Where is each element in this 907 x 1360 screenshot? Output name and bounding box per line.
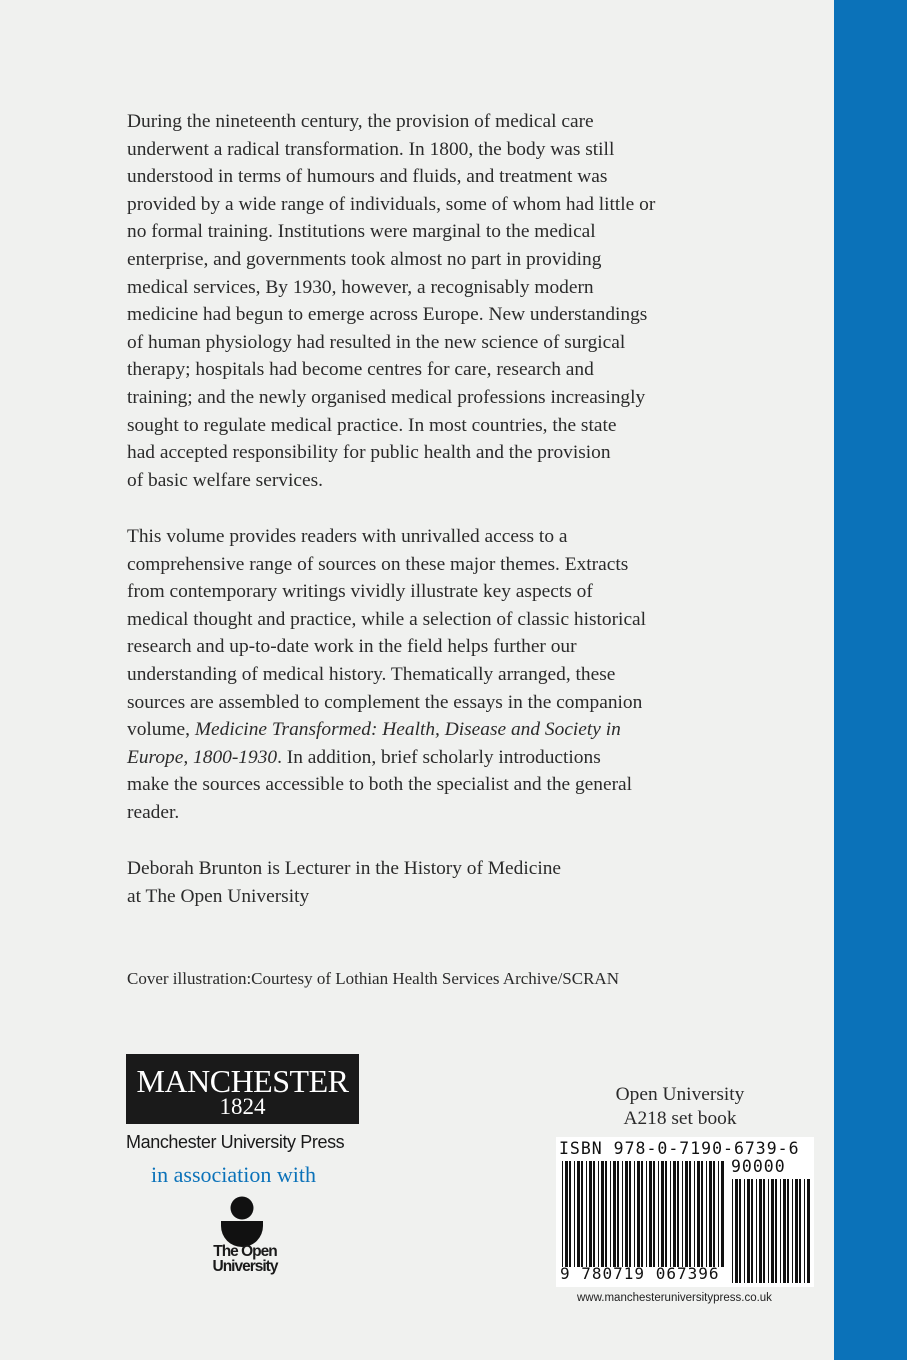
author-bio [127, 855, 727, 910]
wordmark-line: University [212, 1258, 278, 1275]
blurb-paragraph-2 [127, 523, 727, 827]
isbn-label: ISBN 978-0-7190-6739-6 [559, 1139, 800, 1158]
text-line [127, 716, 727, 744]
logo-year: 1824 [219, 1094, 266, 1119]
set-book-line: Open University [615, 1084, 745, 1105]
companion-title: Medicine Transformed: Health, Disease and Society in [194, 719, 621, 741]
manchester-logo [126, 1054, 359, 1124]
set-book-line: A218 set book [623, 1108, 737, 1129]
publisher-name: Manchester University Press [126, 1132, 345, 1152]
text-line: medical thought and practice, while a selection of classic historical [127, 608, 647, 630]
text-fragment: volume, [127, 719, 195, 741]
text-line: During the nineteenth century, the provision of medical care [127, 111, 594, 132]
open-university-emblem-icon [217, 1193, 267, 1247]
association-text: in association with [151, 1162, 316, 1187]
text-line: understood in terms of humours and fluids, and treatment was [127, 166, 608, 188]
logo-word: MANCHESTER [136, 1063, 349, 1099]
text-line: Deborah Brunton is Lecturer in the History of Medicine [127, 858, 562, 879]
text-line: medical services, By 1930, however, a recognisably modern [127, 276, 594, 298]
text-line: enterprise, and governments took almost no part in providing [127, 248, 602, 270]
text-line: from contemporary writings vividly illustrate key aspects of [127, 581, 593, 603]
text-line: understanding of medical history. Thematically arranged, these [127, 663, 616, 685]
text-line: comprehensive range of sources on these major themes. Extracts [127, 553, 629, 575]
text-line: medicine had begun to emerge across Europe. New understandings [127, 304, 648, 326]
text-line: This volume provides readers with unrivalled access to a [127, 526, 568, 547]
text-fragment: . In addition, brief scholarly introductions [277, 746, 601, 768]
isbn-barcode [556, 1137, 814, 1287]
wordmark-line: The Open [213, 1243, 277, 1260]
text-line: training; and the newly organised medical professions increasingly [127, 386, 646, 408]
text-line: sought to regulate medical practice. In most countries, the state [127, 414, 617, 436]
open-university-wordmark [203, 1244, 287, 1274]
text-line: therapy; hospitals had become centres for care, research and [127, 359, 594, 381]
text-line: provided by a wide range of individuals, some of whom had little or [127, 193, 656, 215]
text-line: at The Open University [127, 885, 310, 907]
spine-color-band [834, 0, 907, 1360]
text-line: had accepted responsibility for public health and the provision [127, 442, 611, 464]
ean-digits: 9 780719 067396 [560, 1264, 720, 1283]
text-line: sources are assembled to complement the essays in the companion [127, 691, 643, 713]
text-line: research and up-to-date work in the field helps further our [127, 636, 577, 658]
publisher-website: www.manchesteruniversitypress.co.uk [577, 1292, 772, 1304]
text-line: of human physiology had resulted in the new science of surgical [127, 331, 626, 353]
text-line: underwent a radical transformation. In 1800, the body was still [127, 138, 615, 160]
cover-credit: Cover illustration:Courtesy of Lothian Health Services Archive/SCRAN [127, 969, 619, 988]
text-line [127, 744, 727, 772]
set-book-note [600, 1083, 760, 1131]
companion-title: Europe, 1800-1930 [127, 746, 278, 768]
text-line: make the sources accessible to both the specialist and the general [127, 774, 633, 796]
text-line: reader. [127, 801, 180, 823]
text-line: of basic welfare services. [127, 469, 323, 491]
blurb-paragraph-1 [127, 108, 727, 494]
barcode-addon-code: 90000 [731, 1157, 786, 1176]
text-line: no formal training. Institutions were marginal to the medical [127, 221, 596, 243]
